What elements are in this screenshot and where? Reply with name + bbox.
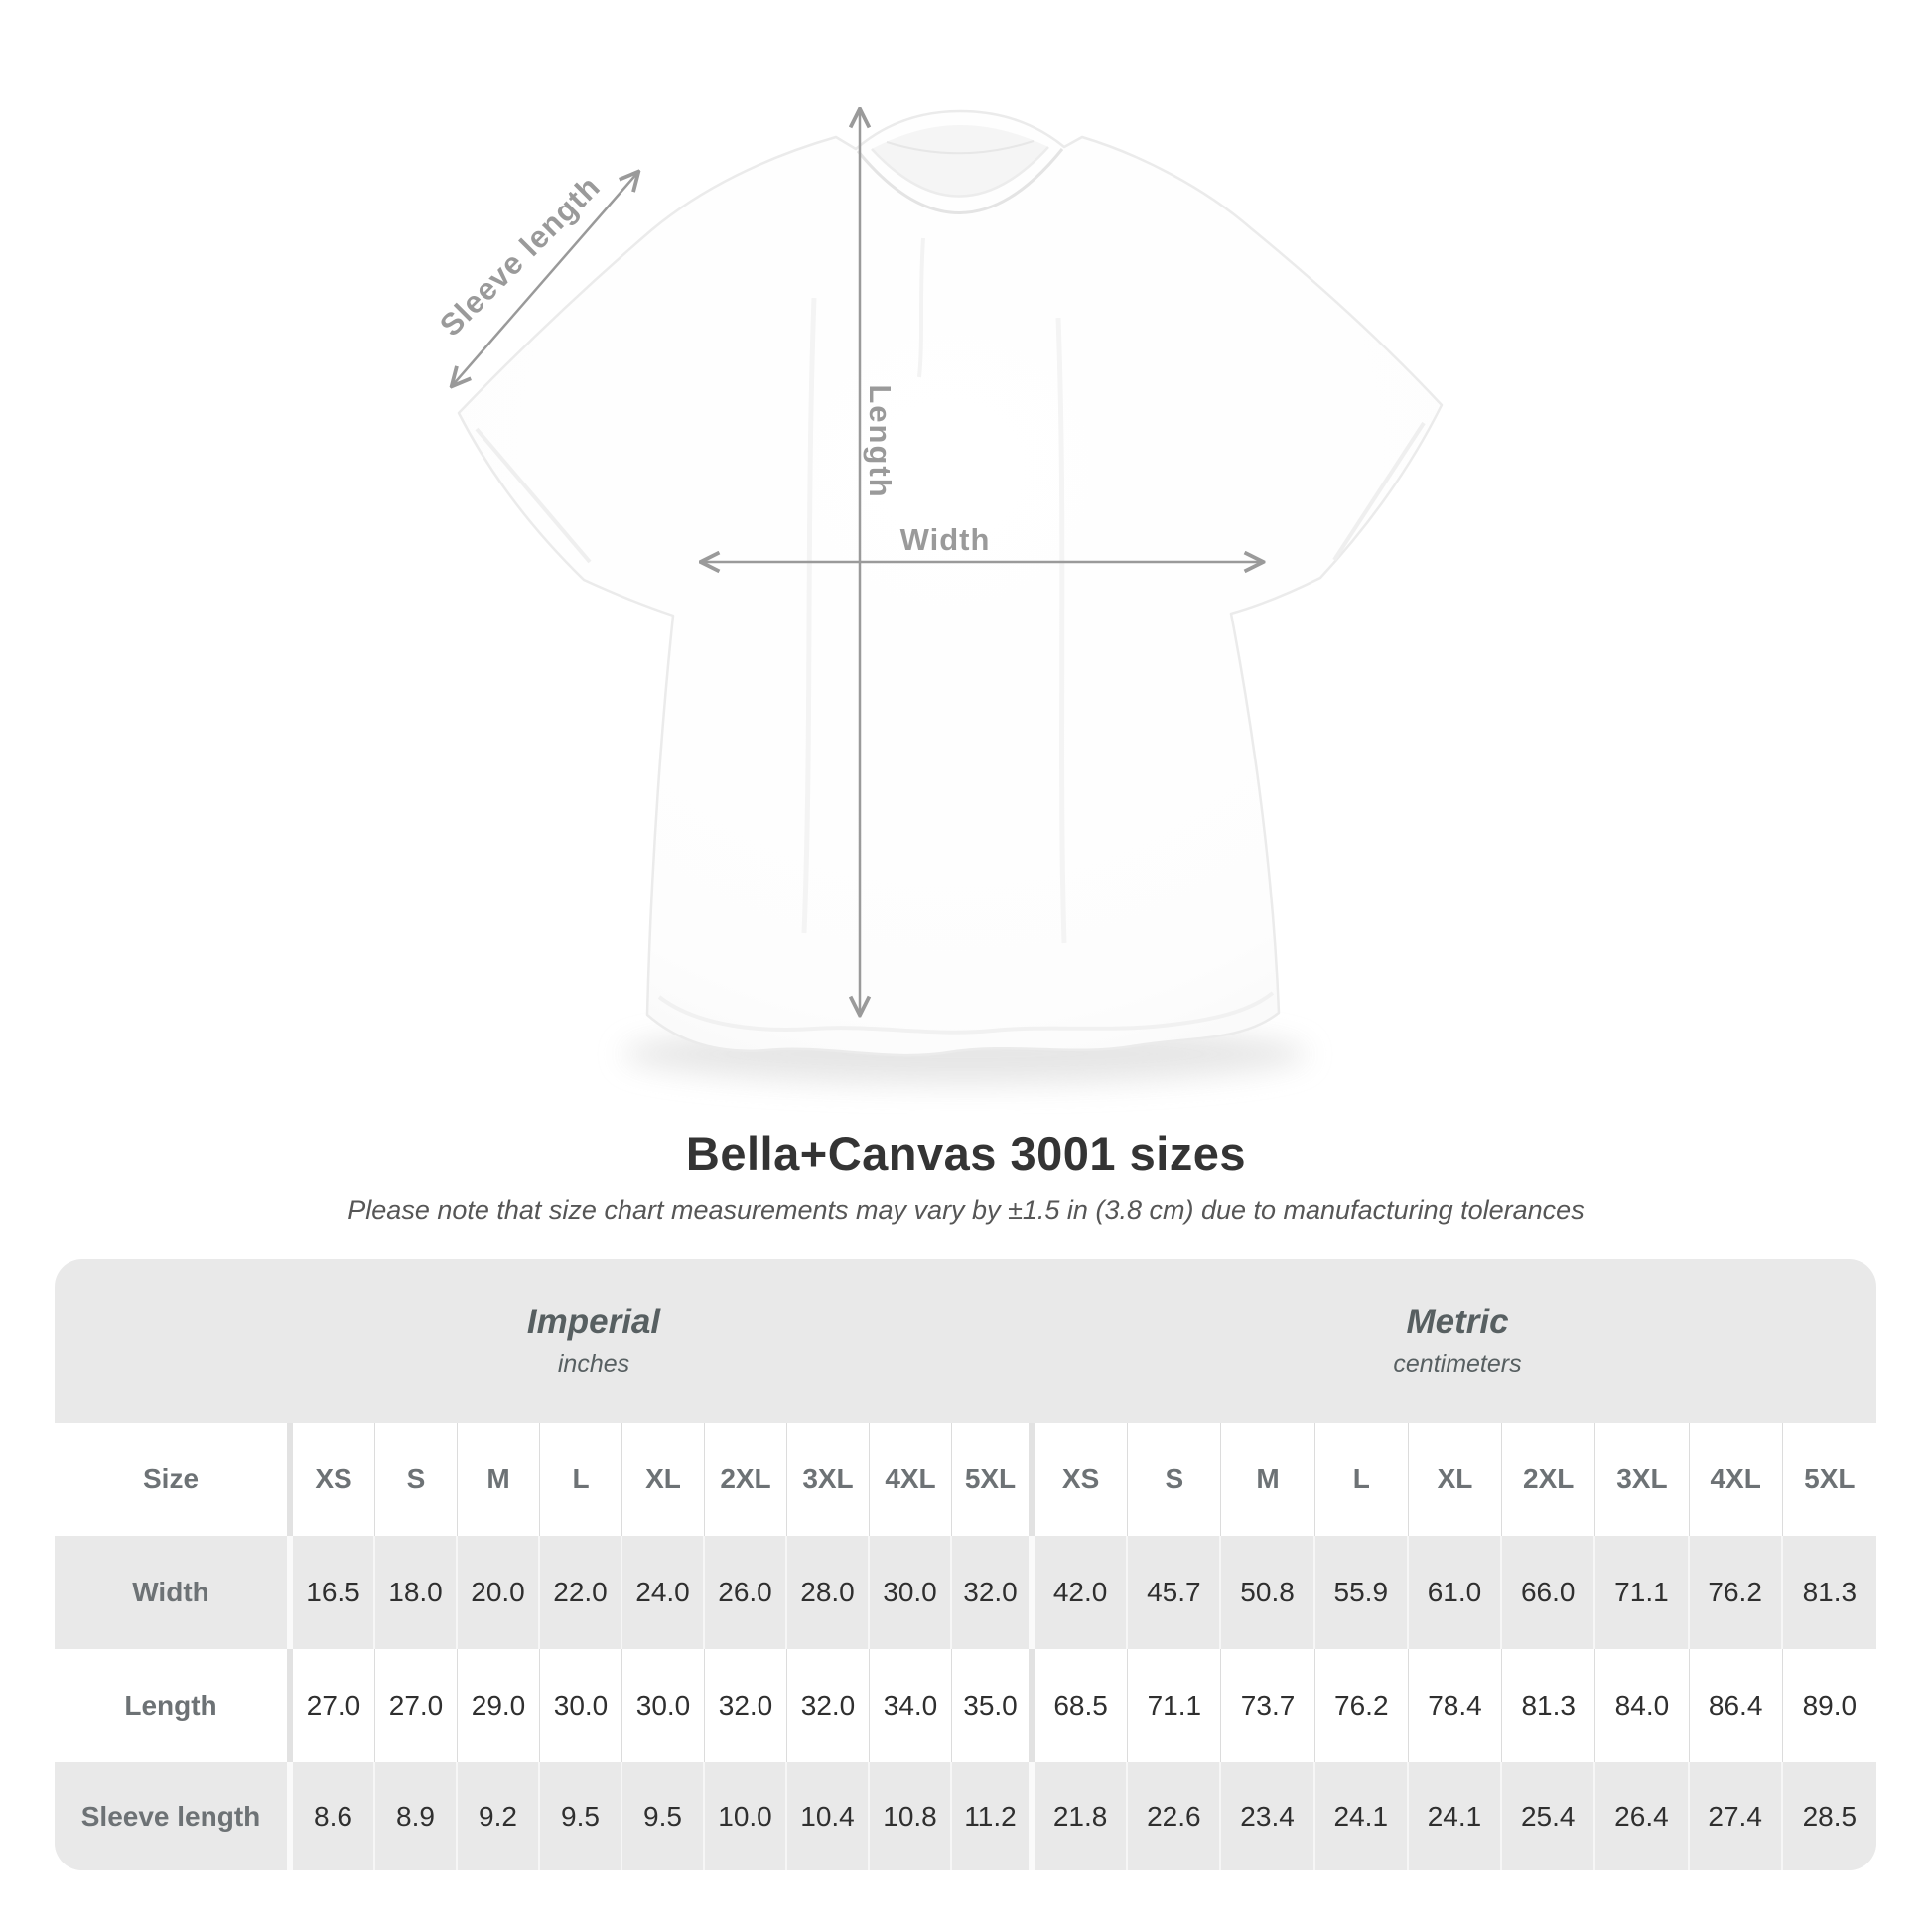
size-value-cell: 71.1 xyxy=(1595,1536,1689,1649)
size-value-cell: 84.0 xyxy=(1595,1649,1689,1762)
size-value-cell: 81.3 xyxy=(1502,1649,1595,1762)
size-value-cell: 55.9 xyxy=(1315,1536,1409,1649)
metric-header xyxy=(1393,1259,1521,1423)
size-value-cell: 24.0 xyxy=(622,1536,705,1649)
table-row xyxy=(55,1649,1876,1762)
size-value-cell: XL xyxy=(622,1423,705,1536)
imperial-header-label: Imperial xyxy=(526,1303,661,1341)
shirt-body xyxy=(459,111,1442,1055)
size-value-cell: 9.5 xyxy=(622,1762,705,1870)
size-value-cell: M xyxy=(1221,1423,1314,1536)
size-value-cell: 30.0 xyxy=(622,1649,705,1762)
size-value-cell: 71.1 xyxy=(1128,1649,1221,1762)
size-value-cell: 28.5 xyxy=(1802,1800,1858,1832)
size-value-cell: 34.0 xyxy=(870,1649,952,1762)
size-value-cell: 22.6 xyxy=(1128,1762,1221,1870)
size-value-cell: 26.0 xyxy=(705,1536,787,1649)
page-subtitle: Please note that size chart measurements may vary by ±1.5 in (3.8 cm) due to manufacturing tolerances xyxy=(347,1195,1585,1225)
size-value-cell: 8.9 xyxy=(375,1762,458,1870)
size-value-cell: 9.2 xyxy=(458,1762,540,1870)
size-value-cell: 5XL xyxy=(952,1423,1035,1536)
metric-unit-label: centimeters xyxy=(1393,1350,1522,1378)
size-table xyxy=(55,1259,1876,1870)
size-value-cell: 73.7 xyxy=(1221,1649,1314,1762)
size-value-cell: 3XL xyxy=(1595,1423,1689,1536)
size-value-cell: S xyxy=(1128,1423,1221,1536)
imperial-unit-label: inches xyxy=(557,1350,630,1378)
size-value-cell: 50.8 xyxy=(1221,1536,1314,1649)
table-row xyxy=(55,1423,1876,1536)
size-value-cell: 66.0 xyxy=(1502,1536,1595,1649)
size-value-cell: 10.0 xyxy=(705,1762,787,1870)
size-value-cell: 22.0 xyxy=(540,1536,622,1649)
size-value-cell: 76.2 xyxy=(1315,1649,1409,1762)
size-value-cell: 32.0 xyxy=(952,1536,1035,1649)
size-value-cell: 20.0 xyxy=(458,1536,540,1649)
size-value-cell: S xyxy=(375,1423,458,1536)
table-row xyxy=(55,1762,1876,1870)
row-label: Sleeve length xyxy=(55,1762,293,1870)
size-value-cell: L xyxy=(1315,1423,1409,1536)
size-value-cell: 10.8 xyxy=(870,1762,952,1870)
size-value-cell: 27.4 xyxy=(1690,1762,1783,1870)
size-value-cell: 30.0 xyxy=(870,1536,952,1649)
size-value-cell: 25.4 xyxy=(1502,1762,1595,1870)
table-row xyxy=(55,1536,1876,1649)
size-value-cell: XS xyxy=(1035,1423,1128,1536)
size-value-cell: 27.0 xyxy=(293,1649,375,1762)
size-value-cell: M xyxy=(458,1423,540,1536)
size-value-cell: 18.0 xyxy=(375,1536,458,1649)
size-value-cell: XS xyxy=(293,1423,375,1536)
size-value-cell: 4XL xyxy=(870,1423,952,1536)
size-value-cell: 61.0 xyxy=(1409,1536,1502,1649)
size-value-cell: 9.5 xyxy=(540,1762,622,1870)
row-label: Length xyxy=(55,1649,293,1762)
size-column-header: Size xyxy=(55,1423,293,1536)
sleeve-length-label: Sleeve length xyxy=(433,169,608,344)
size-value-cell: 4XL xyxy=(1690,1423,1783,1536)
size-value-cell: 76.2 xyxy=(1690,1536,1783,1649)
size-value-cell: 24.1 xyxy=(1315,1762,1409,1870)
size-value-cell: 35.0 xyxy=(952,1649,1035,1762)
size-grid xyxy=(55,1423,1876,1870)
size-value-cell: 10.4 xyxy=(787,1762,870,1870)
length-label: Length xyxy=(863,384,897,499)
size-value-cell: 42.0 xyxy=(1035,1536,1128,1649)
size-value-cell: 26.4 xyxy=(1595,1762,1689,1870)
size-value-cell: 81.3 xyxy=(1802,1577,1858,1607)
size-value-cell: 89.0 xyxy=(1802,1690,1858,1721)
size-value-cell: 24.1 xyxy=(1409,1762,1502,1870)
size-value-cell: 2XL xyxy=(1502,1423,1595,1536)
size-value-cell: 11.2 xyxy=(952,1762,1035,1870)
size-value-cell: 2XL xyxy=(705,1423,787,1536)
size-value-cell: 27.0 xyxy=(375,1649,458,1762)
size-value-cell: 30.0 xyxy=(540,1649,622,1762)
metric-header-label: Metric xyxy=(1406,1303,1509,1341)
size-value-cell: 86.4 xyxy=(1690,1649,1783,1762)
size-value-cell: 28.0 xyxy=(787,1536,870,1649)
size-value-cell: 32.0 xyxy=(787,1649,870,1762)
size-value-cell: 16.5 xyxy=(293,1536,375,1649)
width-label: Width xyxy=(899,522,991,557)
row-label: Width xyxy=(55,1536,293,1649)
size-value-cell: L xyxy=(540,1423,622,1536)
size-value-cell: 3XL xyxy=(787,1423,870,1536)
size-value-cell: 8.6 xyxy=(293,1762,375,1870)
size-value-cell: 21.8 xyxy=(1035,1762,1128,1870)
size-value-cell: XL xyxy=(1409,1423,1502,1536)
size-value-cell: 29.0 xyxy=(458,1649,540,1762)
imperial-header xyxy=(527,1259,660,1423)
size-value-cell: 68.5 xyxy=(1035,1649,1128,1762)
size-value-cell: 5XL xyxy=(1804,1463,1856,1494)
size-value-cell: 23.4 xyxy=(1221,1762,1314,1870)
size-value-cell: 32.0 xyxy=(705,1649,787,1762)
size-value-cell: 78.4 xyxy=(1409,1649,1502,1762)
page-title: Bella+Canvas 3001 sizes xyxy=(685,1127,1247,1179)
units-band xyxy=(55,1259,1876,1423)
size-value-cell: 45.7 xyxy=(1128,1536,1221,1649)
